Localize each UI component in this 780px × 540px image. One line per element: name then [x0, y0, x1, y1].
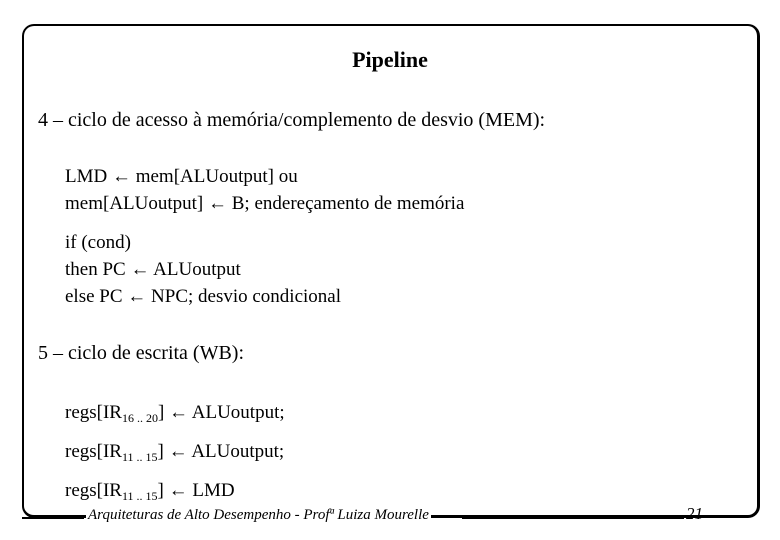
branch-line-2: then PC ← ALUoutput [65, 259, 241, 280]
mem-heading: 4 – ciclo de acesso à memória/complemento de desvio (MEM): [38, 109, 546, 131]
wb-line-3: $regs[IR_{11 .. 15}]$ ← LMD [65, 480, 235, 503]
footer-rule-right [462, 517, 684, 519]
wb-line-2: $regs[IR_{11 .. 15}]$ ← ALUoutput; [65, 441, 285, 464]
page-number: 21 [686, 504, 703, 523]
slide-title: Pipeline [352, 47, 428, 72]
branch-line-3: else PC ← NPC; desvio condicional [65, 286, 342, 307]
branch-line-1: if (cond) [65, 232, 131, 253]
footer-text: Arquiteturas de Alto Desempenho - Profª Luiza Mourelle [88, 507, 429, 523]
wb-heading: 5 – ciclo de escrita (WB): [38, 342, 245, 364]
mem-line-2: mem[ALUoutput] ← B; endereçamento de memória [65, 193, 465, 214]
mem-line-1: LMD ← mem[ALUoutput] ou [65, 166, 298, 187]
footer-rule-left [22, 517, 84, 519]
wb-line-1: $regs[IR_{16 .. 20}]$ ← ALUoutput; [65, 402, 285, 425]
